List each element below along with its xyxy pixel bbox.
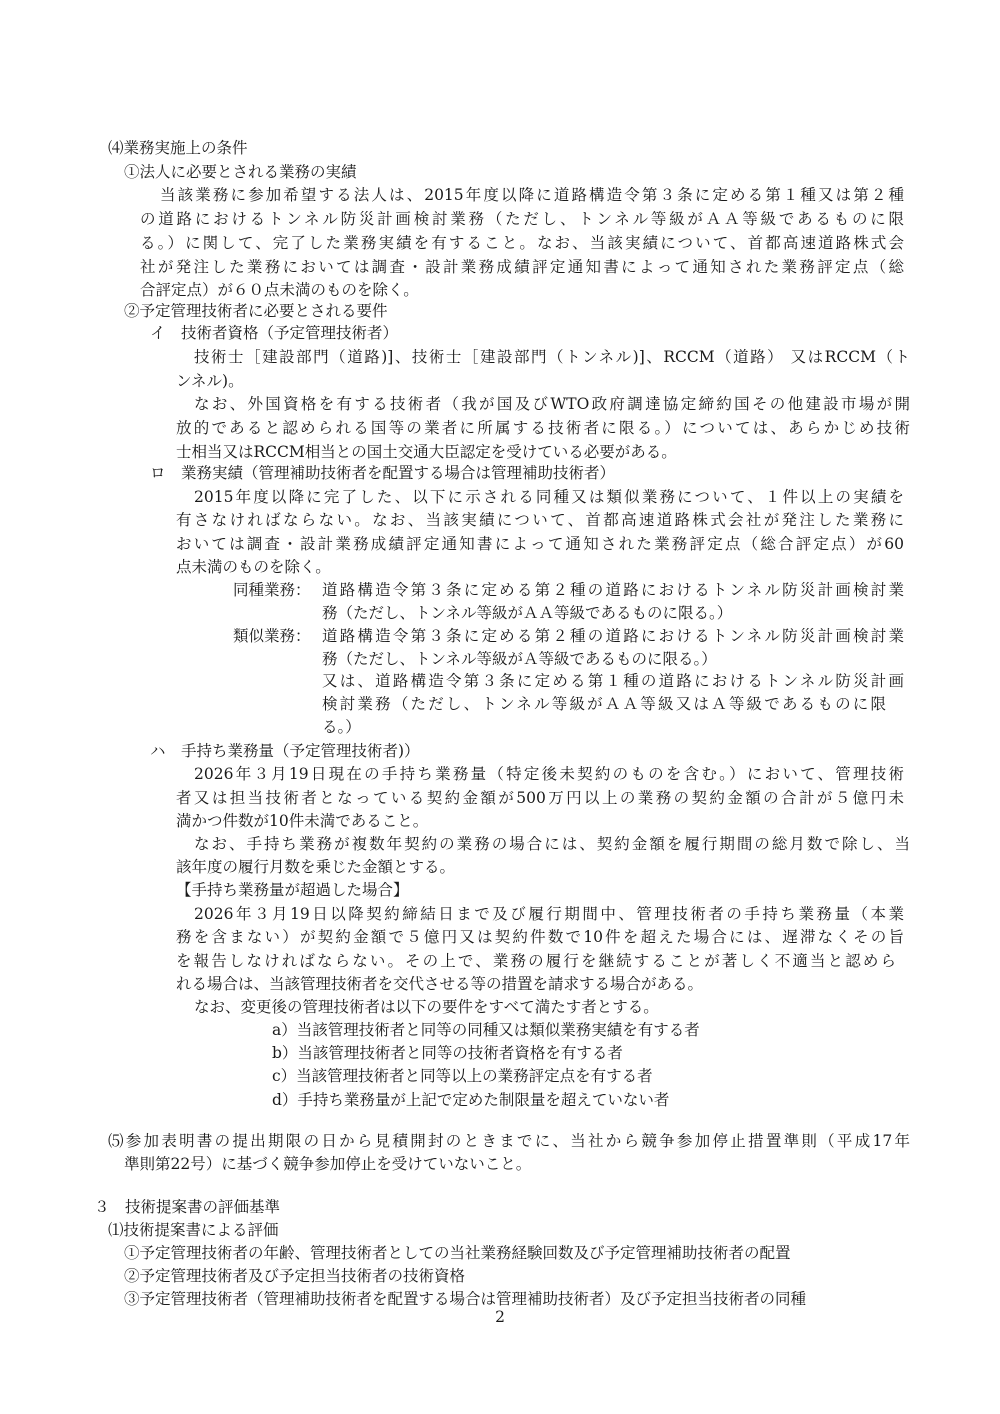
body-line: 点未満のものを除く。 [176,558,331,576]
body-line: 該年度の履行月数を乗じた金額とする。 [176,858,456,876]
body-line: 2026年３月19日現在の手持ち業務量（特定後未契約のものを含む。）において、管理技術 [194,765,904,783]
body-line: 2026年３月19日以降契約締結日まで及び履行期間中、管理技術者の手持ち業務量（本業 [194,905,904,923]
body-line: 満かつ件数が10件未満であること。 [176,812,429,830]
sub-a-heading: イ 技術者資格（予定管理技術者） [150,324,399,342]
similar-work-text: 又は、道路構造令第３条に定める第１種の道路におけるトンネル防災計画 [322,672,904,690]
requirement-item: d）手持ち業務量が上記で定めた制限量を超えていない者 [272,1091,670,1109]
requirement-item: a）当該管理技術者と同等の同種又は類似業務実績を有する者 [272,1021,700,1039]
section-3-heading: ３ 技術提案書の評価基準 [94,1198,281,1216]
criteria-item: ①予定管理技術者の年齢、管理技術者としての当社業務経験回数及び予定管理補助技術者の配置 [124,1244,791,1262]
body-line: ンネル)。 [176,372,244,390]
body-line: なお、外国資格を有する技術者（我が国及びWTO政府調達協定締約国その他建設市場が開 [194,395,910,413]
body-line: る。）に関して、完了した業務実績を有すること。なお、当該実績について、首都高速道路株式会 [140,234,904,252]
subsection-1-heading: ⑴技術提案書による評価 [108,1221,279,1239]
body-line: 務を含まない）が契約金額で５億円又は契約件数で10件を超えた場合には、遅滞なくその旨 [176,928,904,946]
similar-work-text: 務（ただし、トンネル等級がＡ等級であるものに限る。） [322,650,717,668]
requirement-item: b）当該管理技術者と同等の技術者資格を有する者 [272,1044,623,1062]
body-line: 放的であると認められる国等の業者に所属する技術者に限る。）については、あらかじめ技術 [176,419,910,437]
item-2-heading: ②予定管理技術者に必要とされる要件 [124,302,388,320]
criteria-item: ③予定管理技術者（管理補助技術者を配置する場合は管理補助技術者）及び予定担当技術者の同種 [124,1290,807,1308]
criteria-item: ②予定管理技術者及び予定担当技術者の技術資格 [124,1267,466,1285]
body-line: なお、手持ち業務が複数年契約の業務の場合には、契約金額を履行期間の総月数で除し、当 [194,835,910,853]
sub-b-heading: ロ 業務実績（管理補助技術者を配置する場合は管理補助技術者） [150,464,616,482]
similar-work-text: る。） [322,718,361,736]
requirement-item: c）当該管理技術者と同等以上の業務評定点を有する者 [272,1067,653,1085]
body-line: 2015年度以降に完了した、以下に示される同種又は類似業務について、１件以上の実績を [194,488,904,506]
body-line: なお、変更後の管理技術者は以下の要件をすべて満たす者とする。 [194,998,659,1016]
item-1-heading: ①法人に必要とされる業務の実績 [124,163,357,181]
body-line: 社が発注した業務においては調査・設計業務成績評定通知書によって通知された業務評定点（総 [140,258,904,276]
same-work-label: 同種業務： [233,581,311,599]
body-line: おいては調査・設計業務成績評定通知書によって通知された業務評定点（総合評定点）が60 [176,535,904,553]
similar-work-label: 類似業務： [233,627,311,645]
section-5-line: ⑸参加表明書の提出期限の日から見積開封のときまでに、当社から競争参加停止措置準則（平成17年 [108,1132,910,1150]
page-number: 2 [495,1308,505,1326]
body-line: の道路におけるトンネル防災計画検討業務（ただし、トンネル等級がＡＡ等級であるものに限 [140,210,904,228]
body-line: 合評定点）が６０点未満のものを除く。 [140,281,419,299]
overload-heading: 【手持ち業務量が超過した場合】 [176,881,409,899]
body-line: 士相当又はRCCM相当との国土交通大臣認定を受けている必要がある。 [176,443,677,461]
body-line: 者又は担当技術者となっている契約金額が500万円以上の業務の契約金額の合計が５億円未 [176,789,904,807]
body-line: 有さなければならない。なお、当該実績について、首都高速道路株式会社が発注した業務に [176,511,904,529]
similar-work-text: 検討業務（ただし、トンネル等級がＡＡ等級又はＡ等級であるものに限 [322,695,886,713]
body-line: 技術士［建設部門（道路)]、技術士［建設部門（トンネル)]、RCCM（道路） 又はRCCM（ト [194,348,910,366]
body-line: れる場合は、当該管理技術者を交代させる等の措置を請求する場合がある。 [176,975,704,993]
body-line: を報告しなければならない。その上で、業務の履行を継続することが著しく不適当と認めら [176,952,896,970]
similar-work-text: 道路構造令第３条に定める第２種の道路におけるトンネル防災計画検討業 [322,627,904,645]
same-work-text: 道路構造令第３条に定める第２種の道路におけるトンネル防災計画検討業 [322,581,904,599]
body-line: 当該業務に参加希望する法人は、2015年度以降に道路構造令第３条に定める第１種又は第２種 [160,186,904,204]
same-work-text: 務（ただし、トンネル等級がＡＡ等級であるものに限る。） [322,604,733,622]
section-4-heading: ⑷業務実施上の条件 [108,139,248,157]
sub-c-heading: ハ 手持ち業務量（予定管理技術者)） [150,742,420,760]
section-5-line: 準則第22号）に基づく競争参加停止を受けていないこと。 [124,1155,532,1173]
